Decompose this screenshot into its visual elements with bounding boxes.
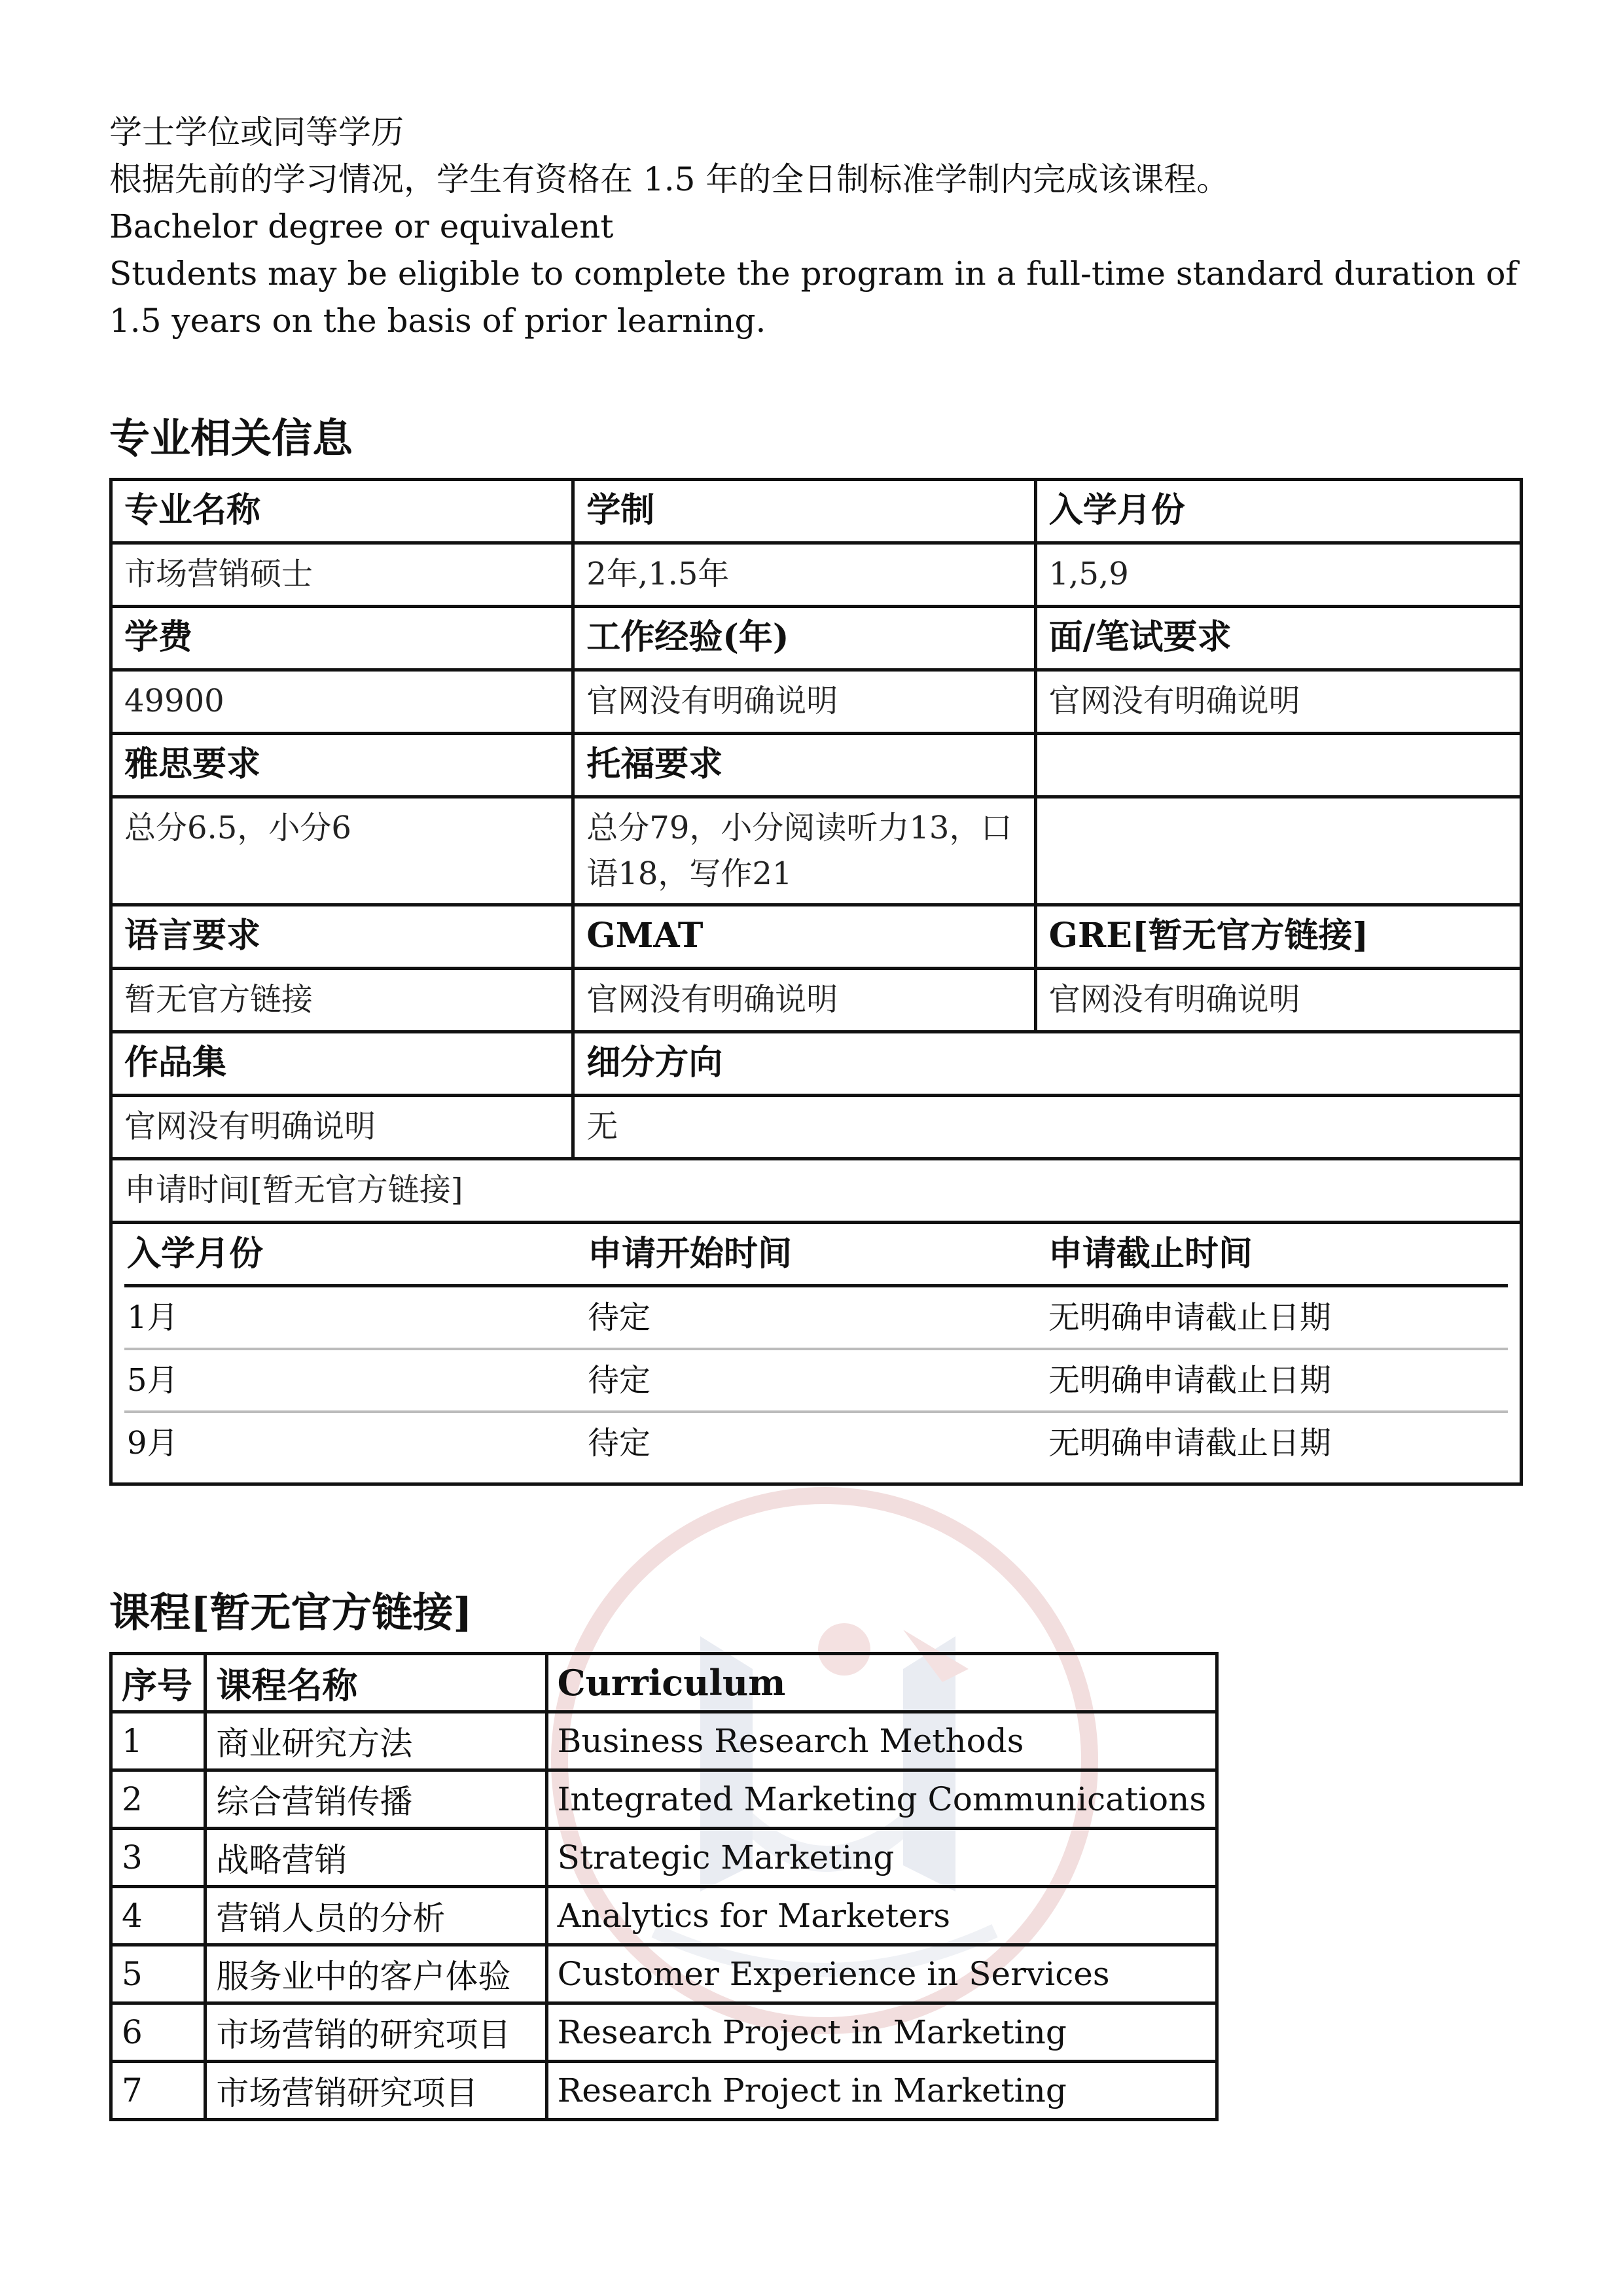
specialization-label: 细分方向 <box>573 1032 1522 1096</box>
table-row <box>111 1770 1217 1829</box>
table-row <box>111 734 1522 797</box>
toefl-label: 托福要求 <box>573 734 1035 797</box>
table-cell: 无明确申请截止日期 <box>1046 1349 1508 1412</box>
intake-label: 入学月份 <box>1035 480 1521 543</box>
table-row <box>111 1887 1217 1945</box>
table-row <box>111 1712 1217 1770</box>
course-section-title: 课程[暂无官方链接] <box>109 1588 473 1636</box>
course-index: 1 <box>111 1712 205 1770</box>
gmat-label: GMAT <box>573 905 1035 969</box>
course-name-en: Business Research Methods <box>546 1712 1217 1770</box>
course-index: 3 <box>111 1829 205 1887</box>
intro-line: 学士学位或同等学历 <box>109 113 404 151</box>
table-row <box>124 1412 1508 1473</box>
column-header: 序号 <box>111 1654 205 1712</box>
table-cell: 5月 <box>124 1349 585 1412</box>
table-cell: 无明确申请截止日期 <box>1048 1425 1331 1462</box>
empty-cell <box>1035 797 1521 905</box>
course-name-cn: 综合营销传播 <box>205 1770 546 1829</box>
table-row <box>111 797 1522 905</box>
table-row <box>111 969 1522 1032</box>
empty-cell <box>1035 734 1521 797</box>
table-header-row <box>111 1654 1217 1712</box>
gre-value: 官网没有明确说明 <box>1035 969 1521 1032</box>
table-row <box>111 1829 1217 1887</box>
course-index: 7 <box>111 2062 205 2120</box>
intro-text <box>109 109 1523 344</box>
table-row <box>111 1223 1522 1484</box>
toefl-value: 总分79，小分阅读听力13，口语18，写作21 <box>573 797 1035 905</box>
course-index: 2 <box>111 1770 205 1829</box>
course-index: 5 <box>111 1945 205 2003</box>
column-header: 课程名称 <box>205 1654 546 1712</box>
course-name-en: Integrated Marketing Communications <box>546 1770 1217 1829</box>
portfolio-label: 作品集 <box>111 1032 573 1096</box>
duration-value: 2年,1.5年 <box>573 543 1035 607</box>
interview-label: 面/笔试要求 <box>1035 607 1521 670</box>
application-schedule-cell <box>111 1223 1522 1484</box>
table-row <box>111 1096 1522 1159</box>
course-name-cn: 营销人员的分析 <box>205 1887 546 1945</box>
table-row <box>111 1032 1522 1096</box>
program-info-table <box>109 478 1523 1486</box>
course-name-en: Customer Experience in Services <box>546 1945 1217 2003</box>
ielts-label: 雅思要求 <box>111 734 573 797</box>
table-cell: 9月 <box>127 1425 179 1462</box>
table-cell: 待定 <box>587 1425 651 1462</box>
table-row <box>111 543 1522 607</box>
work-experience-label: 工作经验(年) <box>573 607 1035 670</box>
application-time-label: 申请时间[暂无官方链接] <box>111 1159 1522 1223</box>
course-name-en: Research Project in Marketing <box>546 2062 1217 2120</box>
tuition-label: 学费 <box>111 607 573 670</box>
major-name-label: 专业名称 <box>111 480 573 543</box>
course-name-cn: 商业研究方法 <box>205 1712 546 1770</box>
gre-label: GRE[暂无官方链接] <box>1035 905 1521 969</box>
table-row <box>111 1159 1522 1223</box>
intro-line: Bachelor degree or equivalent <box>109 207 614 245</box>
column-header: Curriculum <box>546 1654 1217 1712</box>
column-header: 入学月份 <box>124 1224 585 1286</box>
course-name-en: Analytics for Marketers <box>546 1887 1217 1945</box>
duration-label: 学制 <box>573 480 1035 543</box>
major-name-value: 市场营销硕士 <box>111 543 573 607</box>
course-name-en: Research Project in Marketing <box>546 2003 1217 2062</box>
gmat-value: 官网没有明确说明 <box>573 969 1035 1032</box>
course-name-cn: 服务业中的客户体验 <box>205 1945 546 2003</box>
table-row <box>111 2062 1217 2120</box>
interview-value: 官网没有明确说明 <box>1035 670 1521 734</box>
course-name-cn: 市场营销的研究项目 <box>205 2003 546 2062</box>
language-value: 暂无官方链接 <box>111 969 573 1032</box>
course-name-cn: 战略营销 <box>205 1829 546 1887</box>
table-header-row <box>124 1224 1508 1286</box>
table-cell: 待定 <box>585 1286 1046 1350</box>
language-label: 语言要求 <box>111 905 573 969</box>
portfolio-value: 官网没有明确说明 <box>111 1096 573 1159</box>
intro-line: Students may be eligible to complete the program in a full-time standard duration of 1.5 years on the basis of prior learning. <box>109 255 1518 340</box>
course-name-en: Strategic Marketing <box>546 1829 1217 1887</box>
table-cell: 待定 <box>585 1349 1046 1412</box>
intro-line: 根据先前的学习情况，学生有资格在 1.5 年的全日制标准学制内完成该课程。 <box>109 160 1230 198</box>
course-index: 4 <box>111 1887 205 1945</box>
curriculum-table <box>109 1652 1219 2121</box>
table-cell: 无明确申请截止日期 <box>1046 1286 1508 1350</box>
intake-value: 1,5,9 <box>1035 543 1521 607</box>
table-row <box>111 905 1522 969</box>
column-header: 申请截止时间 <box>1046 1224 1508 1286</box>
work-experience-value: 官网没有明确说明 <box>573 670 1035 734</box>
table-cell: 1月 <box>124 1286 585 1350</box>
table-row <box>111 480 1522 543</box>
specialization-value: 无 <box>573 1096 1522 1159</box>
table-row <box>111 607 1522 670</box>
table-row <box>124 1349 1508 1412</box>
table-row <box>124 1286 1508 1350</box>
table-row <box>111 1945 1217 2003</box>
course-index: 6 <box>111 2003 205 2062</box>
table-row <box>111 670 1522 734</box>
course-name-cn: 市场营销研究项目 <box>205 2062 546 2120</box>
application-schedule-table <box>124 1224 1508 1473</box>
tuition-value: 49900 <box>111 670 573 734</box>
ielts-value: 总分6.5，小分6 <box>111 797 573 905</box>
column-header: 申请开始时间 <box>585 1224 1046 1286</box>
info-section-title: 专业相关信息 <box>109 414 353 462</box>
table-row <box>111 2003 1217 2062</box>
